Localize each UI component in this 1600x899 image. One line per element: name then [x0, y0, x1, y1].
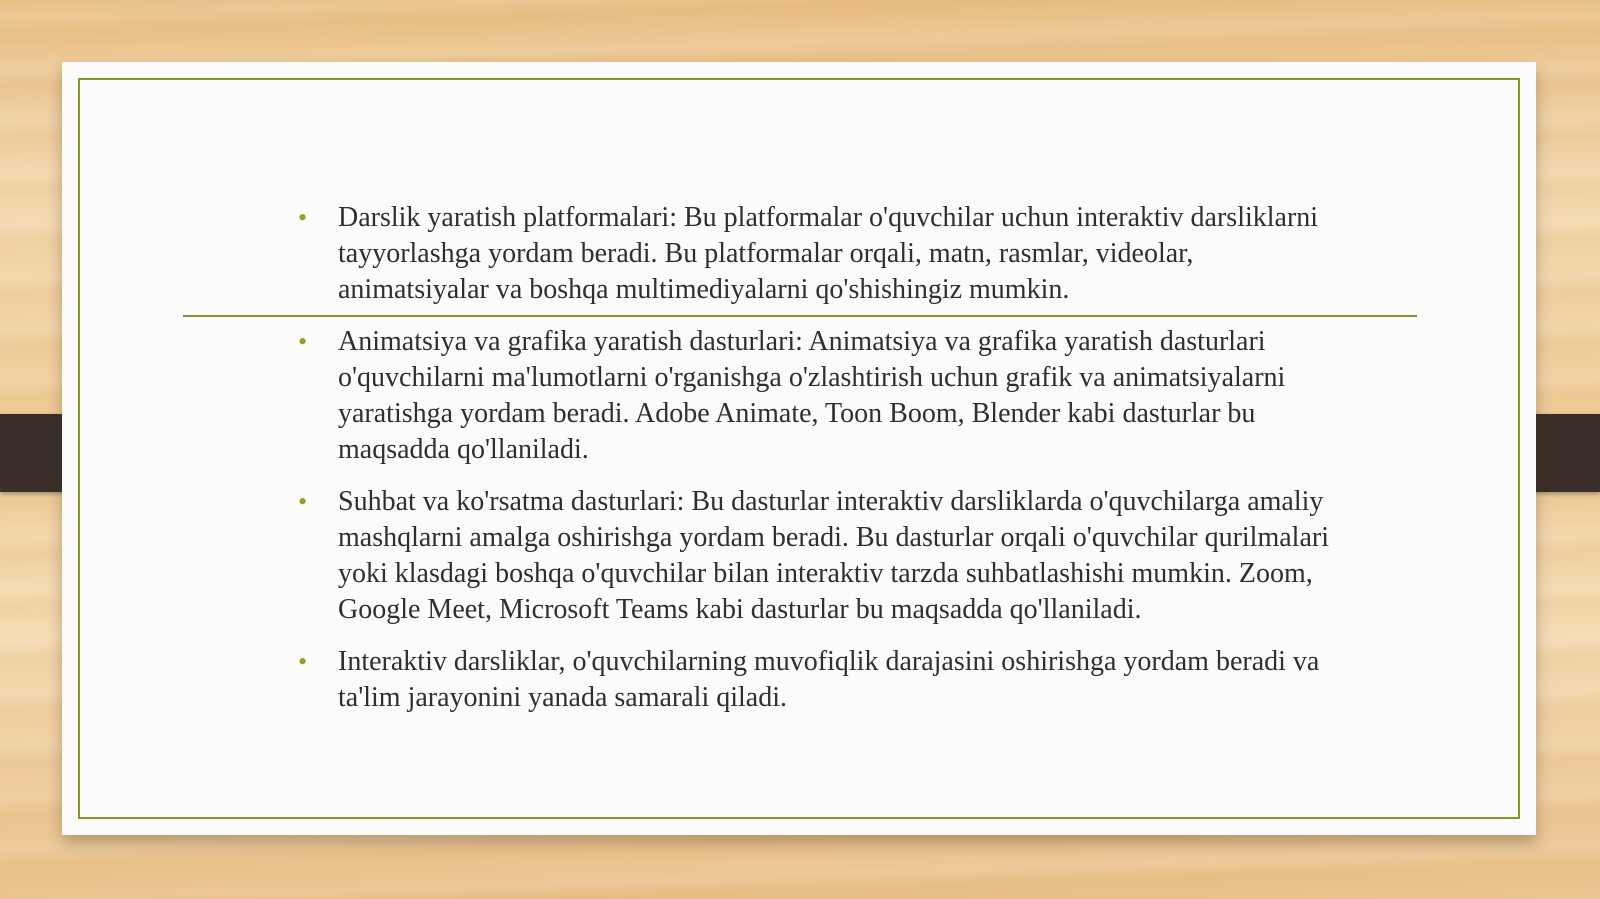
bullet-item: [298, 484, 1338, 628]
bullet-item: [298, 644, 1338, 716]
bullet-list: [298, 200, 1338, 716]
bullet-text: Interaktiv darsliklar, o'quvchilarning muvofiqlik darajasini oshirishga yordam beradi va ta'lim jarayonini yanada samarali qiladi.: [338, 646, 1320, 713]
bullet-dot-icon: •: [298, 487, 308, 516]
bullet-text: Darslik yaratish platformalari: Bu platformalar o'quvchilar uchun interaktiv darsliklarni tayyorlashga yordam beradi. Bu platformalar orqali, matn, rasmlar, videolar, animatsiyalar va boshqa multimediyalarni qo'shishingiz mumkin.: [338, 202, 1319, 305]
bullet-item: [298, 200, 1338, 308]
bullet-text: Suhbat va ko'rsatma dasturlari: Bu dasturlar interaktiv darsliklarda o'quvchilarga amaliy mashqlarni amalga oshirishga yordam beradi. Bu dasturlar orqali o'quvchilar qurilmalari yoki klasdagi boshqa o'quvchilar bilan interaktiv tarzda suhbatlashishi mumkin. Zoom, Google Meet, Microsoft Teams kabi dasturlar bu maqsadda qo'llaniladi.: [338, 486, 1329, 625]
bullet-dot-icon: •: [298, 203, 308, 232]
bullet-dot-icon: •: [298, 327, 308, 356]
bullet-text: Animatsiya va grafika yaratish dasturlari: Animatsiya va grafika yaratish dasturlari o'quvchilarni ma'lumotlarni o'rganishga o'zlashtirish uchun grafik va animatsiyalarni yaratishga yordam beradi. Adobe Animate, Toon Boom, Blender kabi dasturlar bu maqsadda qo'llaniladi.: [338, 326, 1286, 465]
bullet-dot-icon: •: [298, 647, 308, 676]
bullet-item: [298, 324, 1338, 468]
